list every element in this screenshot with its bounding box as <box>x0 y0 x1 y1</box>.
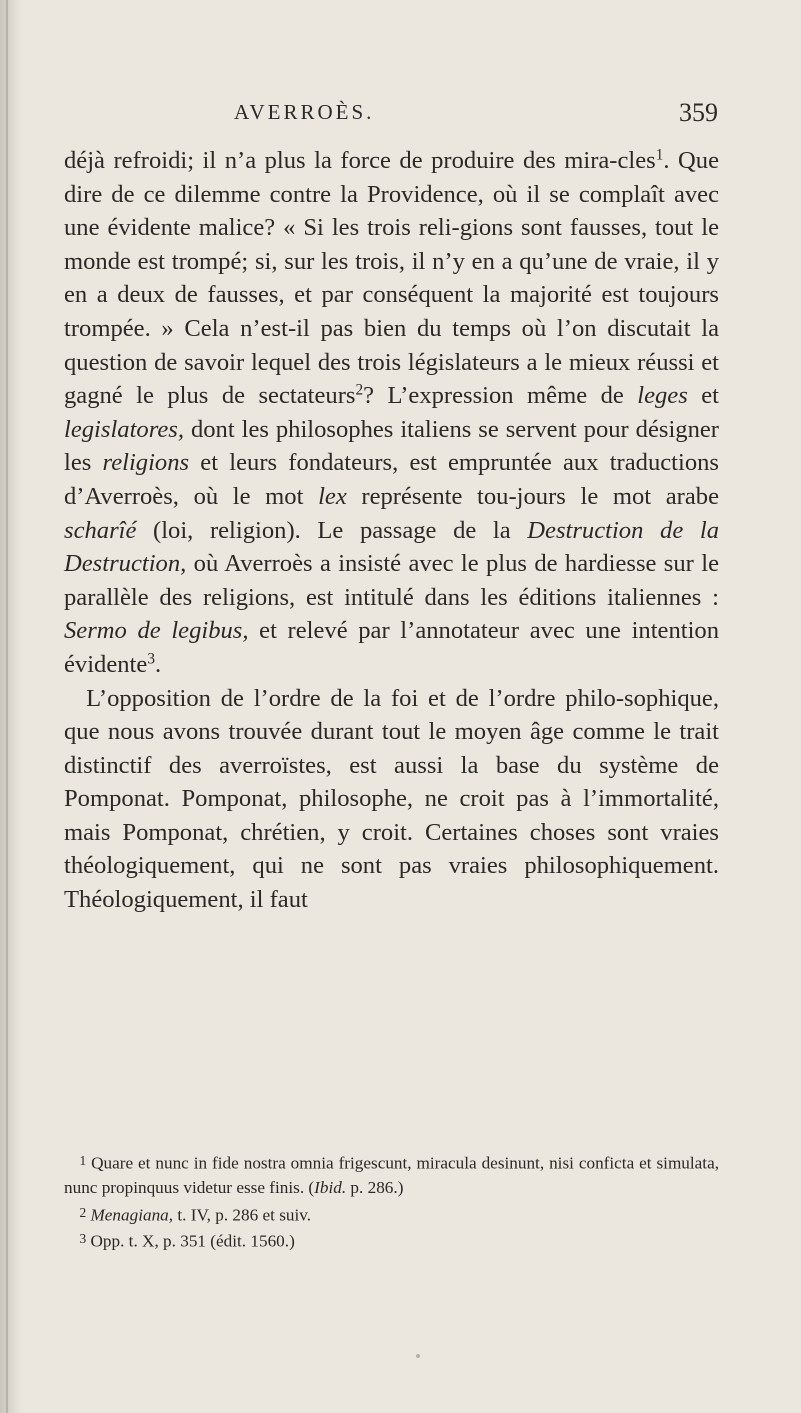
footnote-text: Quare et nunc in fide nostra omnia frigescunt, miracula desinunt, nisi conficta et simulata, nunc propinquus videtur esse finis. ( <box>64 1153 720 1197</box>
footnote-italic: Ibid. <box>314 1177 347 1197</box>
footnote-italic: Menagiana, <box>90 1204 174 1224</box>
text-segment: et <box>687 382 719 410</box>
italic-title: Destruction de la Destruction, <box>64 516 719 578</box>
footnote-text: Opp. t. X, p. 351 (édit. 1560.) <box>90 1231 295 1251</box>
footnotes <box>64 1149 719 1254</box>
footnote-2 <box>64 1201 719 1228</box>
italic-title: Sermo de legibus, <box>64 617 249 645</box>
footnote-ref-3: 3 <box>147 650 155 668</box>
footnote-text: p. 286.) <box>346 1177 404 1197</box>
italic-term: leges <box>637 382 688 410</box>
text-segment: . Que dire de ce dilemme contre la Providence, où il se complaît avec une évidente malice? « Si les trois reli-gions sont fausses, tout le monde est trompé; si, sur les trois, il n’y en a qu’une de vraie, il y en a deux de fausses, et par conséquent la majorité est toujours trompée. » Cela n’est-il pas bien du temps où l’on discutait la question de savoir lequel des trois législateurs a le mieux réussi et gagné le plus de sectateurs <box>64 147 719 410</box>
paragraph-1 <box>64 144 719 682</box>
running-title: AVERROÈS. <box>234 100 375 124</box>
text-segment: dont les philosophes italiens se servent pour désigner les <box>64 415 719 477</box>
italic-term: lex <box>318 482 347 510</box>
footnote-1 <box>64 1149 719 1201</box>
body-text <box>64 144 719 917</box>
text-segment: déjà refroidi; il n’a plus la force de produire des mira-cles <box>64 147 656 174</box>
text-segment: représente tou-jours le mot arabe <box>346 482 719 510</box>
paragraph-2: L’opposition de l’ordre de la foi et de l’ordre philo-sophique, que nous avons trouvée durant tout le moyen âge comme le trait distinctif des averroïstes, est aussi la base du système de Pomponat. Pomponat, philosophe, ne croit pas à l’immortalité, mais Pomponat, chrétien, y croit. Certaines choses sont vraies théologiquement, qui ne sont pas vraies philosophiquement. Théologiquement, il faut <box>64 684 719 914</box>
text-segment: et relevé par l’annotateur avec une intention évidente <box>64 617 720 678</box>
page-edge-line <box>6 0 8 1413</box>
footnote-mark: 1 <box>79 1153 87 1168</box>
page-number: 359 <box>679 98 718 127</box>
text-segment: (loi, religion). Le passage de la <box>136 516 528 544</box>
page-edge <box>0 0 22 1413</box>
footnote-ref-1: 1 <box>655 146 664 164</box>
footnote-mark: 3 <box>79 1231 87 1247</box>
text-segment: où Averroès a insisté avec le plus de hardiesse sur le parallèle des religions, est intitulé dans les éditions italiennes : <box>64 550 719 611</box>
text-segment: . <box>154 650 162 678</box>
italic-term: legislatores, <box>64 415 185 443</box>
italic-term: scharîé <box>64 516 137 544</box>
italic-term: religions <box>102 449 190 477</box>
footnote-3 <box>64 1227 719 1254</box>
footnote-mark: 2 <box>79 1204 87 1220</box>
text-segment: ? L’expression même de <box>363 382 638 410</box>
page-header <box>68 98 718 138</box>
footnote-text: t. IV, p. 286 et suiv. <box>173 1204 312 1224</box>
footnote-ref-2: 2 <box>355 381 364 399</box>
text-segment: et leurs fondateurs, est empruntée aux traductions d’Averroès, où le mot <box>64 449 720 510</box>
paper-spot <box>416 1354 420 1358</box>
